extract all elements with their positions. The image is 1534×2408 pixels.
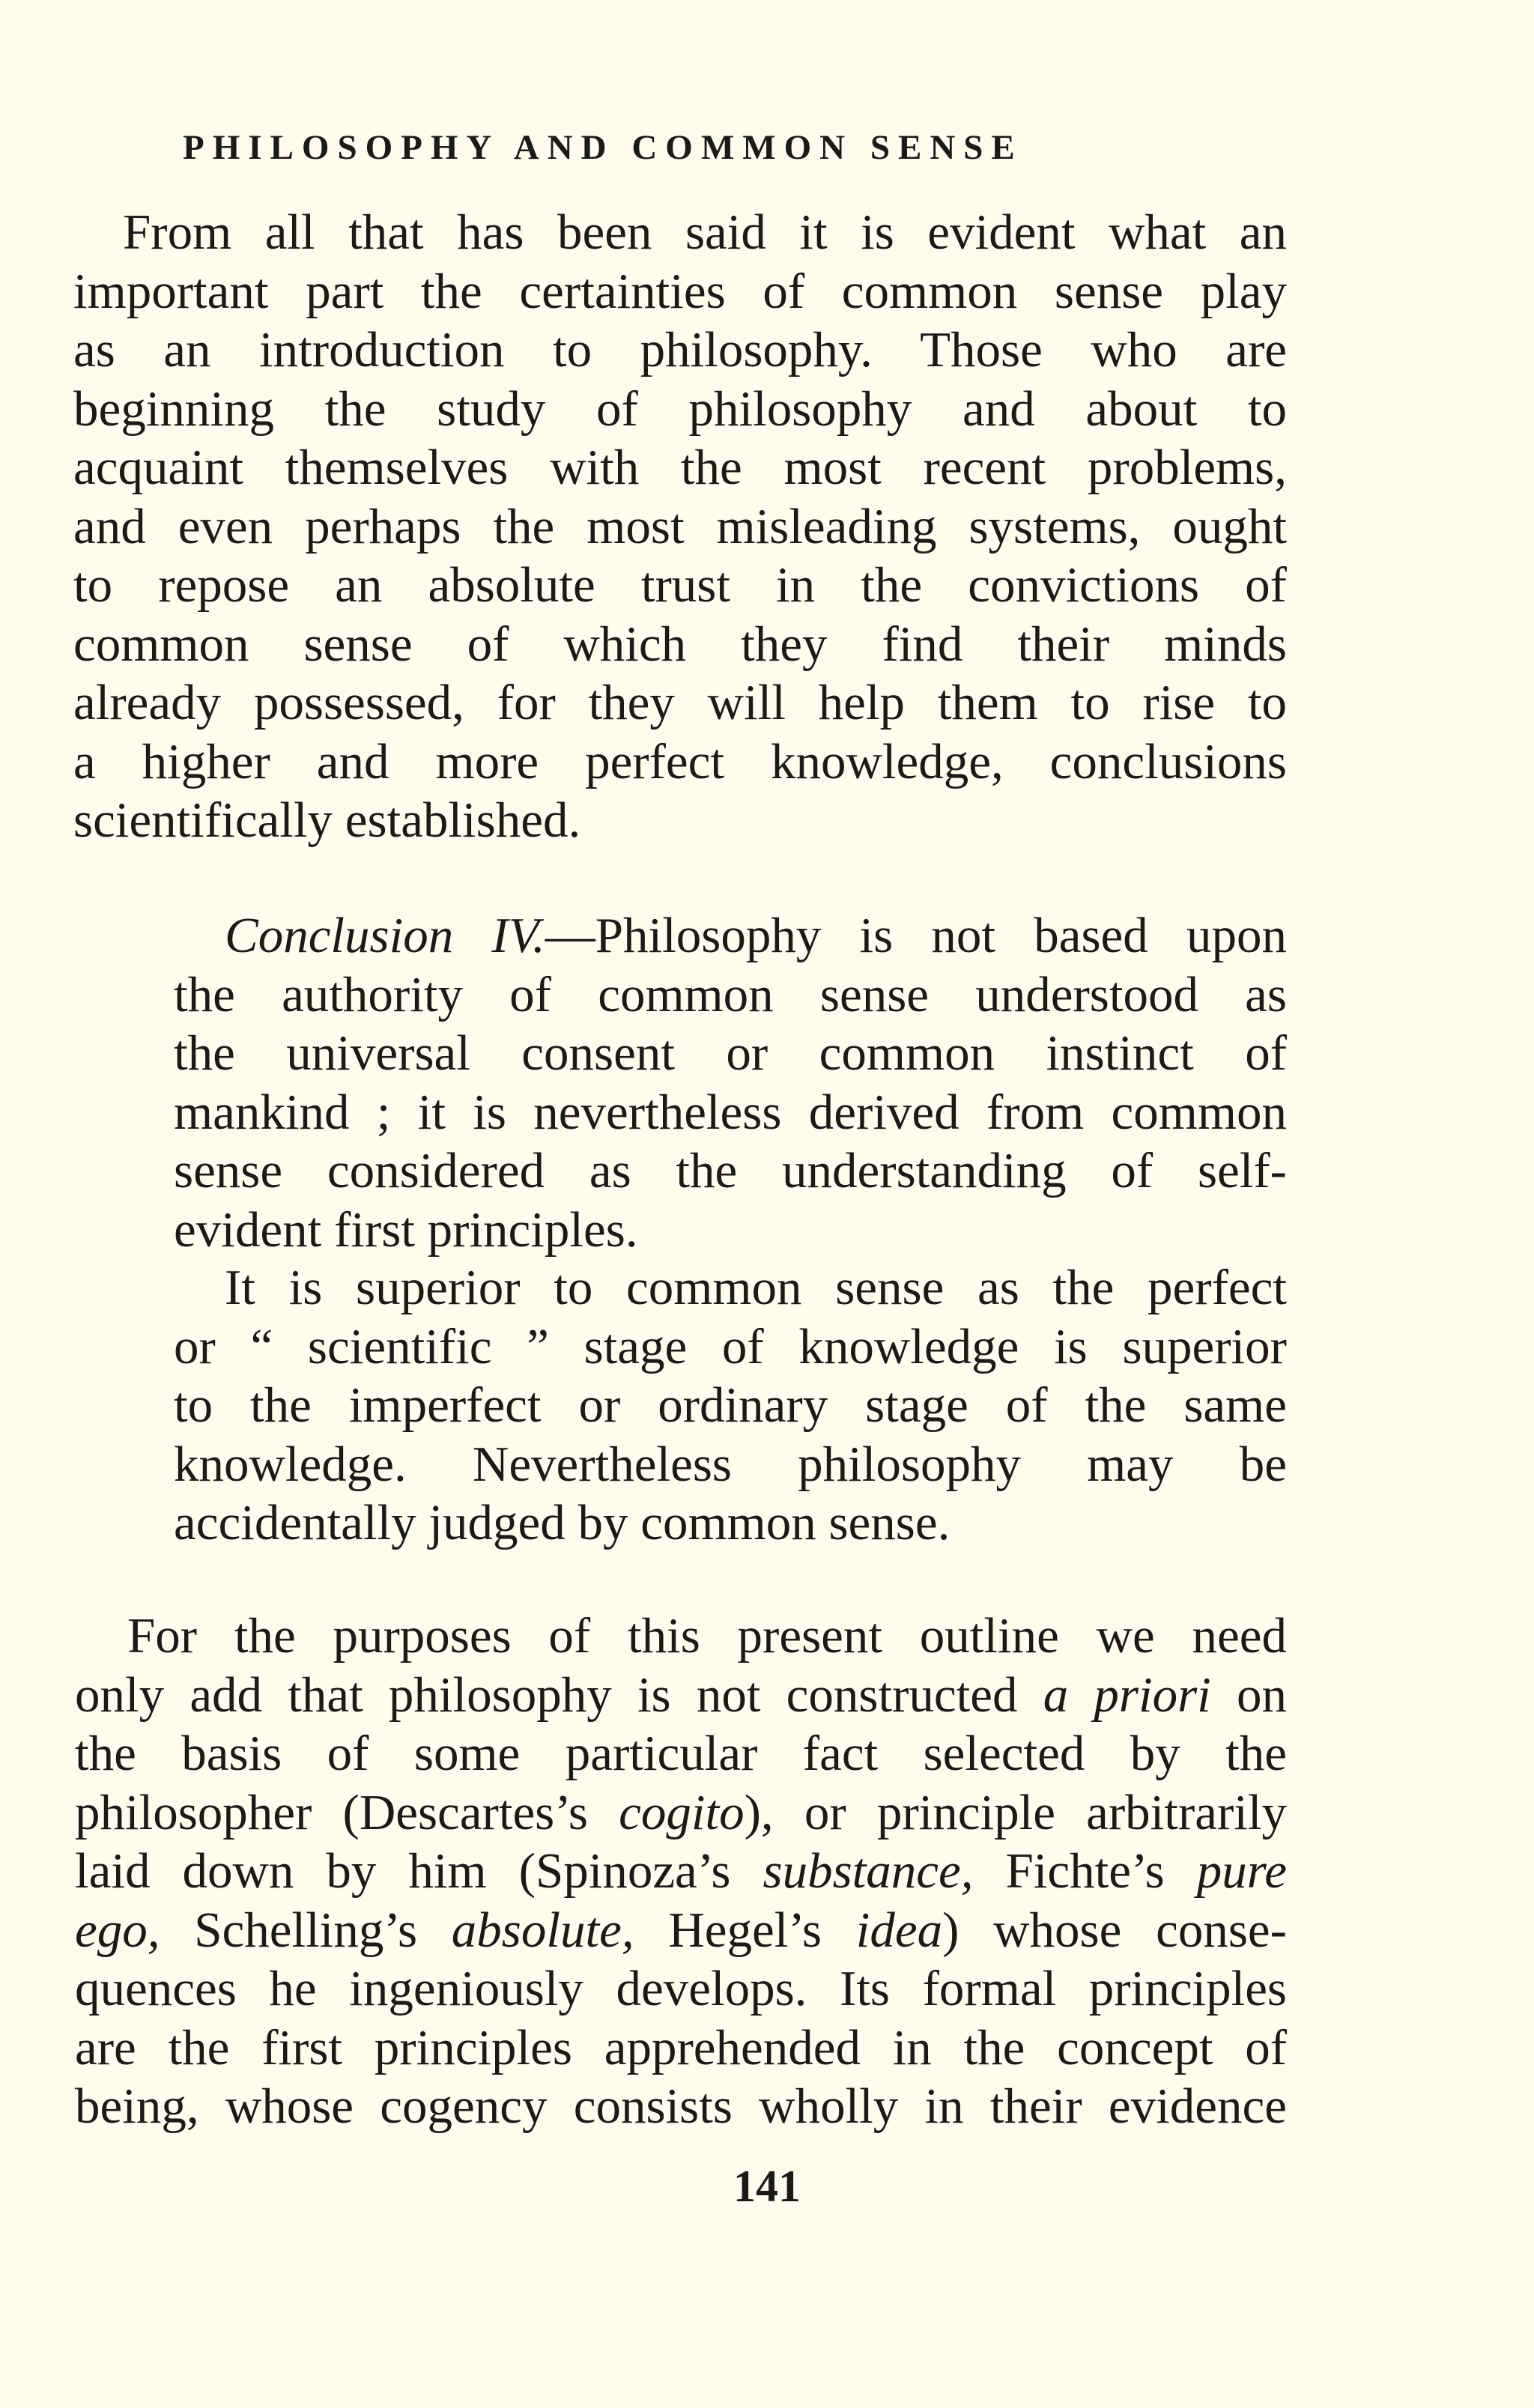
text-run: on (1210, 1667, 1288, 1723)
text-line: and even perhaps the most misleading systems, ought (73, 498, 1287, 554)
text-run: ) whose conse- (942, 1902, 1287, 1958)
paragraph-philosophy-not-a-priori (75, 1607, 1287, 2136)
conclusion-label: Conclusion IV. (225, 908, 545, 963)
text-line: It is superior to common sense as the perfect (225, 1260, 1287, 1315)
italic-term: cogito (619, 1784, 745, 1840)
text-line: evident first principles. (174, 1201, 638, 1258)
text-line: or “ scientific ” stage of knowledge is superior (174, 1318, 1287, 1374)
text-line: accidentally judged by common sense. (174, 1495, 951, 1550)
text-line: mankind ; it is nevertheless derived from common (174, 1084, 1287, 1140)
text-line: important part the certainties of common sense play (73, 263, 1287, 319)
text-run: Fichte’s (973, 1843, 1197, 1899)
text-line: common sense of which they find their minds (73, 616, 1287, 672)
text-line: knowledge. Nevertheless philosophy may be (174, 1436, 1287, 1492)
running-head: PHILOSOPHY AND COMMON SENSE (183, 128, 1023, 167)
text-run: Schelling’s (160, 1902, 452, 1958)
text-line (174, 906, 1287, 965)
text-run: ), or principle arbitrarily (744, 1784, 1288, 1840)
italic-term: ego, (75, 1902, 160, 1958)
text-run: only add that philosophy is not constructed (75, 1667, 1043, 1723)
text-line: being, whose cogency consists wholly in their evidence (75, 2078, 1287, 2134)
italic-term: substance, (763, 1843, 974, 1899)
text-line (75, 1901, 1287, 1960)
conclusion-iv-paragraph (174, 906, 1287, 1259)
italic-term: a priori (1043, 1667, 1211, 1723)
italic-term: absolute, (451, 1902, 634, 1958)
text-line: to repose an absolute trust in the convictions of (73, 557, 1287, 613)
text-line: the basis of some particular fact selected by the (75, 1726, 1287, 1781)
text-line: From all that has been said it is evident what an (123, 204, 1287, 260)
text-line: the universal consent or common instinct of (174, 1025, 1287, 1081)
text-line: scientifically established. (73, 792, 581, 848)
italic-term: pure (1196, 1843, 1288, 1899)
text-line (75, 1666, 1287, 1725)
text-line: the authority of common sense understood as (174, 966, 1287, 1022)
italic-term: idea (855, 1902, 943, 1958)
text-line: a higher and more perfect knowledge, conclusions (73, 733, 1287, 789)
text-run: Hegel’s (634, 1902, 856, 1958)
conclusion-text: —Philosophy is not based upon (545, 908, 1287, 963)
page-number: 141 (733, 2162, 801, 2211)
text-line (75, 1783, 1287, 1843)
text-run: laid down by him (Spinoza’s (75, 1843, 763, 1899)
text-line: sense considered as the understanding of self- (174, 1143, 1287, 1198)
text-line: beginning the study of philosophy and about to (73, 380, 1287, 437)
text-line: already possessed, for they will help them to rise to (73, 675, 1287, 730)
text-line: as an introduction to philosophy. Those who are (73, 322, 1287, 377)
text-line: For the purposes of this present outline we need (127, 1608, 1287, 1664)
text-line: acquaint themselves with the most recent problems, (73, 440, 1287, 495)
text-run: philosopher (Descartes’s (75, 1784, 619, 1840)
text-line: quences he ingeniously develops. Its formal principles (75, 1961, 1287, 2016)
paragraph-common-sense-introduction (73, 203, 1287, 850)
conclusion-iv-second-paragraph (174, 1258, 1287, 1553)
text-line: to the imperfect or ordinary stage of the same (174, 1377, 1287, 1433)
text-line: are the first principles apprehended in the concept of (75, 2019, 1287, 2075)
text-line (75, 1842, 1287, 1901)
